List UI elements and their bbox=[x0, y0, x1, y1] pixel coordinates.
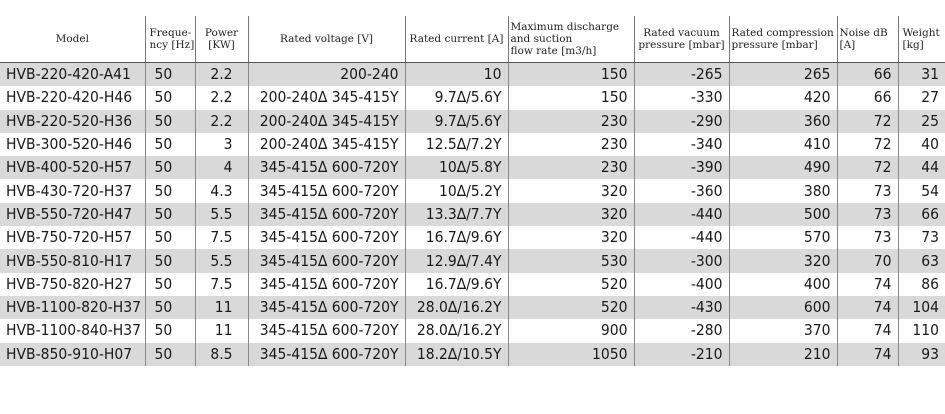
cell-model: HVB-850-910-H07 bbox=[0, 343, 145, 366]
cell-noise: 66 bbox=[837, 63, 898, 87]
cell-weight: 110 bbox=[898, 319, 945, 342]
cell-frequency: 50 bbox=[145, 249, 195, 272]
cell-voltage: 345-415∆ 600-720Y bbox=[248, 319, 405, 342]
cell-weight: 66 bbox=[898, 203, 945, 226]
cell-model: HVB-220-520-H36 bbox=[0, 110, 145, 133]
cell-power: 2.2 bbox=[195, 110, 248, 133]
cell-model: HVB-1100-820-H37 bbox=[0, 296, 145, 319]
cell-frequency: 50 bbox=[145, 156, 195, 179]
cell-weight: 40 bbox=[898, 133, 945, 156]
cell-current: 18.2∆/10.5Y bbox=[405, 343, 508, 366]
cell-frequency: 50 bbox=[145, 179, 195, 202]
cell-current: 10∆/5.2Y bbox=[405, 179, 508, 202]
cell-current: 12.9∆/7.4Y bbox=[405, 249, 508, 272]
cell-model: HVB-430-720-H37 bbox=[6, 181, 133, 200]
cell-voltage: 345-415∆ 600-720Y bbox=[248, 226, 405, 249]
cell-compression-pressure: 420 bbox=[729, 86, 837, 109]
cell-compression-pressure: 320 bbox=[729, 249, 837, 272]
cell-weight: 54 bbox=[898, 179, 945, 202]
table-row bbox=[0, 86, 945, 109]
cell-flow-rate: 530 bbox=[508, 249, 634, 272]
cell-compression-pressure: 380 bbox=[729, 179, 837, 202]
cell-current: 10 bbox=[405, 63, 508, 87]
table-row bbox=[0, 133, 945, 156]
cell-model: HVB-750-720-H57 bbox=[6, 228, 133, 247]
cell-compression-pressure: 600 bbox=[729, 296, 837, 319]
table-row bbox=[0, 343, 945, 366]
cell-power: 7.5 bbox=[195, 226, 248, 249]
cell-noise: 73 bbox=[837, 226, 898, 249]
header-model: Model bbox=[0, 16, 145, 63]
cell-voltage: 200-240∆ 345-415Y bbox=[248, 86, 405, 109]
cell-model: HVB-400-520-H57 bbox=[0, 156, 145, 179]
cell-current: 16.7∆/9.6Y bbox=[405, 226, 508, 249]
cell-flow-rate: 900 bbox=[508, 319, 634, 342]
table-row bbox=[0, 110, 945, 133]
cell-flow-rate: 150 bbox=[508, 86, 634, 109]
cell-power: 7.5 bbox=[195, 273, 248, 296]
cell-frequency: 50 bbox=[145, 86, 195, 109]
cell-power: 8.5 bbox=[195, 343, 248, 366]
cell-current: 10∆/5.8Y bbox=[405, 156, 508, 179]
cell-compression-pressure: 370 bbox=[729, 319, 837, 342]
cell-compression-pressure: 210 bbox=[729, 343, 837, 366]
table-row bbox=[0, 273, 945, 296]
cell-power: 11 bbox=[195, 296, 248, 319]
cell-noise: 70 bbox=[837, 249, 898, 272]
cell-voltage: 345-415∆ 600-720Y bbox=[248, 203, 405, 226]
cell-flow-rate: 230 bbox=[508, 133, 634, 156]
cell-model: HVB-220-420-A41 bbox=[0, 63, 145, 87]
cell-flow-rate: 320 bbox=[508, 226, 634, 249]
cell-frequency: 50 bbox=[145, 319, 195, 342]
cell-voltage: 345-415∆ 600-720Y bbox=[248, 249, 405, 272]
table-row bbox=[0, 179, 945, 202]
cell-flow-rate: 150 bbox=[508, 63, 634, 87]
cell-vacuum-pressure: -265 bbox=[634, 63, 729, 87]
cell-noise: 73 bbox=[837, 203, 898, 226]
cell-flow-rate: 520 bbox=[508, 296, 634, 319]
cell-voltage: 345-415∆ 600-720Y bbox=[248, 156, 405, 179]
cell-vacuum-pressure: -300 bbox=[634, 249, 729, 272]
cell-frequency: 50 bbox=[145, 203, 195, 226]
header-vacuum-pressure: Rated vacuum pressure [mbar] bbox=[634, 16, 729, 63]
cell-noise: 66 bbox=[837, 86, 898, 109]
cell-noise: 72 bbox=[837, 156, 898, 179]
header-compression-pressure: Rated compression pressure [mbar] bbox=[729, 16, 837, 63]
header-frequency: Freque- ncy [Hz] bbox=[145, 16, 195, 63]
cell-frequency: 50 bbox=[145, 226, 195, 249]
cell-voltage: 200-240 bbox=[248, 63, 405, 87]
cell-weight: 63 bbox=[898, 249, 945, 272]
cell-frequency: 50 bbox=[145, 343, 195, 366]
cell-model: HVB-220-420-H46 bbox=[6, 88, 133, 107]
cell-flow-rate: 520 bbox=[508, 273, 634, 296]
header-power: Power [KW] bbox=[195, 16, 248, 63]
cell-weight: 25 bbox=[898, 110, 945, 133]
header-weight: Weight [kg] bbox=[898, 16, 945, 63]
cell-voltage: 345-415∆ 600-720Y bbox=[248, 296, 405, 319]
cell-frequency: 50 bbox=[145, 273, 195, 296]
cell-power: 2.2 bbox=[195, 86, 248, 109]
table-row bbox=[0, 296, 945, 319]
cell-compression-pressure: 490 bbox=[729, 156, 837, 179]
cell-flow-rate: 230 bbox=[508, 156, 634, 179]
cell-noise: 74 bbox=[837, 319, 898, 342]
cell-noise: 74 bbox=[837, 296, 898, 319]
header-voltage: Rated voltage [V] bbox=[248, 16, 405, 63]
cell-model: HVB-550-810-H17 bbox=[0, 249, 145, 272]
cell-current: 12.5∆/7.2Y bbox=[405, 133, 508, 156]
cell-frequency: 50 bbox=[145, 296, 195, 319]
cell-power: 4.3 bbox=[195, 179, 248, 202]
cell-power: 5.5 bbox=[195, 249, 248, 272]
header-current: Rated current [A] bbox=[405, 16, 508, 63]
cell-compression-pressure: 360 bbox=[729, 110, 837, 133]
cell-weight: 27 bbox=[898, 86, 945, 109]
table-body bbox=[0, 63, 945, 366]
cell-model: HVB-300-520-H46 bbox=[6, 135, 133, 154]
spec-table-container bbox=[0, 16, 945, 366]
cell-current: 9.7∆/5.6Y bbox=[405, 110, 508, 133]
cell-vacuum-pressure: -440 bbox=[634, 203, 729, 226]
vacuum-blower-spec-table bbox=[0, 16, 945, 366]
cell-compression-pressure: 410 bbox=[729, 133, 837, 156]
cell-current: 13.3∆/7.7Y bbox=[405, 203, 508, 226]
cell-voltage: 345-415∆ 600-720Y bbox=[248, 273, 405, 296]
cell-current: 28.0∆/16.2Y bbox=[405, 319, 508, 342]
cell-model: HVB-750-820-H27 bbox=[6, 274, 133, 293]
cell-frequency: 50 bbox=[145, 63, 195, 87]
header-flow-rate: Maximum discharge and suction flow rate [m3/h] bbox=[508, 16, 634, 63]
cell-compression-pressure: 500 bbox=[729, 203, 837, 226]
cell-compression-pressure: 570 bbox=[729, 226, 837, 249]
cell-vacuum-pressure: -290 bbox=[634, 110, 729, 133]
cell-flow-rate: 1050 bbox=[508, 343, 634, 366]
cell-weight: 93 bbox=[898, 343, 945, 366]
cell-flow-rate: 230 bbox=[508, 110, 634, 133]
cell-model: HVB-550-720-H47 bbox=[0, 203, 145, 226]
cell-noise: 74 bbox=[837, 343, 898, 366]
cell-weight: 73 bbox=[898, 226, 945, 249]
cell-weight: 86 bbox=[898, 273, 945, 296]
cell-model: HVB-1100-840-H37 bbox=[6, 321, 142, 340]
table-row bbox=[0, 249, 945, 272]
cell-power: 4 bbox=[195, 156, 248, 179]
cell-vacuum-pressure: -340 bbox=[634, 133, 729, 156]
cell-voltage: 200-240∆ 345-415Y bbox=[248, 133, 405, 156]
cell-flow-rate: 320 bbox=[508, 203, 634, 226]
cell-noise: 72 bbox=[837, 133, 898, 156]
cell-frequency: 50 bbox=[145, 110, 195, 133]
cell-voltage: 345-415∆ 600-720Y bbox=[248, 179, 405, 202]
cell-voltage: 345-415∆ 600-720Y bbox=[248, 343, 405, 366]
cell-vacuum-pressure: -360 bbox=[634, 179, 729, 202]
cell-voltage: 200-240∆ 345-415Y bbox=[248, 110, 405, 133]
table-row bbox=[0, 319, 945, 342]
cell-noise: 73 bbox=[837, 179, 898, 202]
cell-noise: 72 bbox=[837, 110, 898, 133]
cell-weight: 104 bbox=[898, 296, 945, 319]
cell-vacuum-pressure: -400 bbox=[634, 273, 729, 296]
cell-vacuum-pressure: -330 bbox=[634, 86, 729, 109]
header-noise: Noise dB [A] bbox=[837, 16, 898, 63]
cell-noise: 74 bbox=[837, 273, 898, 296]
table-row bbox=[0, 156, 945, 179]
cell-current: 16.7∆/9.6Y bbox=[405, 273, 508, 296]
cell-vacuum-pressure: -440 bbox=[634, 226, 729, 249]
cell-current: 28.0∆/16.2Y bbox=[405, 296, 508, 319]
cell-vacuum-pressure: -430 bbox=[634, 296, 729, 319]
cell-vacuum-pressure: -390 bbox=[634, 156, 729, 179]
table-row bbox=[0, 226, 945, 249]
header-row bbox=[0, 16, 945, 63]
cell-compression-pressure: 400 bbox=[729, 273, 837, 296]
table-row bbox=[0, 63, 945, 87]
cell-current: 9.7∆/5.6Y bbox=[405, 86, 508, 109]
cell-power: 5.5 bbox=[195, 203, 248, 226]
cell-frequency: 50 bbox=[145, 133, 195, 156]
cell-vacuum-pressure: -210 bbox=[634, 343, 729, 366]
cell-compression-pressure: 265 bbox=[729, 63, 837, 87]
cell-vacuum-pressure: -280 bbox=[634, 319, 729, 342]
table-row bbox=[0, 203, 945, 226]
cell-power: 11 bbox=[195, 319, 248, 342]
cell-power: 2.2 bbox=[195, 63, 248, 87]
cell-weight: 31 bbox=[898, 63, 945, 87]
cell-flow-rate: 320 bbox=[508, 179, 634, 202]
cell-power: 3 bbox=[195, 133, 248, 156]
cell-weight: 44 bbox=[898, 156, 945, 179]
